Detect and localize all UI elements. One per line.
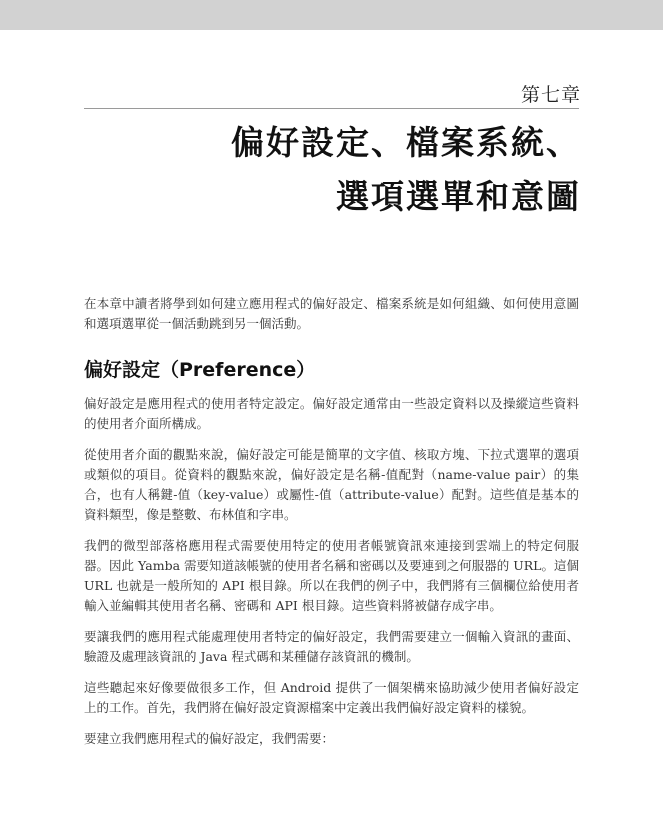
body-paragraph-5: 這些聽起來好像要做很多工作，但 Android 提供了一個架構來協助減少使用者偏好設定上的工作。首先，我們將在偏好設定資源檔案中定義出我們偏好設定資料的樣貌。 [84, 680, 579, 715]
body-paragraph-3: 我們的微型部落格應用程式需要使用特定的使用者帳號資訊來連接到雲端上的特定伺服器。因此 Yamba 需要知道該帳號的使用者名稱和密碼以及要連到之何服器的 URL。這個 URL 也就是一般所知的 API 根目錄。所以在我們的例子中，我們將有三個欄位給使用者輸入並編輯其使用者名稱、密碼和 API 根目錄。這些資料將被儲存成字串。 [84, 538, 579, 613]
body-paragraph-6: 要建立我們應用程式的偏好設定，我們需要： [84, 731, 335, 746]
chapter-title-line-2: 選項選單和意圖 [336, 177, 581, 216]
chapter-title [81, 116, 581, 224]
body-paragraph-1: 偏好設定是應用程式的使用者特定設定。偏好設定通常由一些設定資料以及操縱這些資料的使用者介面所構成。 [84, 396, 579, 431]
body-paragraph-4: 要讓我們的應用程式能處理使用者特定的偏好設定，我們需要建立一個輸入資訊的畫面、驗證及處理該資訊的 Java 程式碼和某種儲存該資訊的機制。 [84, 629, 579, 664]
chapter-divider [84, 108, 579, 109]
top-gray-band [0, 0, 663, 30]
chapter-title-line-1: 偏好設定、檔案系統、 [231, 123, 581, 162]
page-body [84, 294, 579, 760]
chapter-label: 第七章 [520, 84, 581, 106]
section-heading: 偏好設定（Preference） [84, 359, 316, 381]
intro-paragraph: 在本章中讀者將學到如何建立應用程式的偏好設定、檔案系統是如何組織、如何使用意圖和選項選單從一個活動跳到另一個活動。 [84, 296, 579, 331]
body-paragraph-2: 從使用者介面的觀點來說，偏好設定可能是簡單的文字值、核取方塊、下拉式選單的選項或類似的項目。從資料的觀點來說，偏好設定是名稱-值配對（name-value pair）的集合，也有人稱鍵-值（key-value）或屬性-值（attribute-value）配對。這些值是基本的資料類型，像是整數、布林值和字串。 [84, 447, 579, 522]
